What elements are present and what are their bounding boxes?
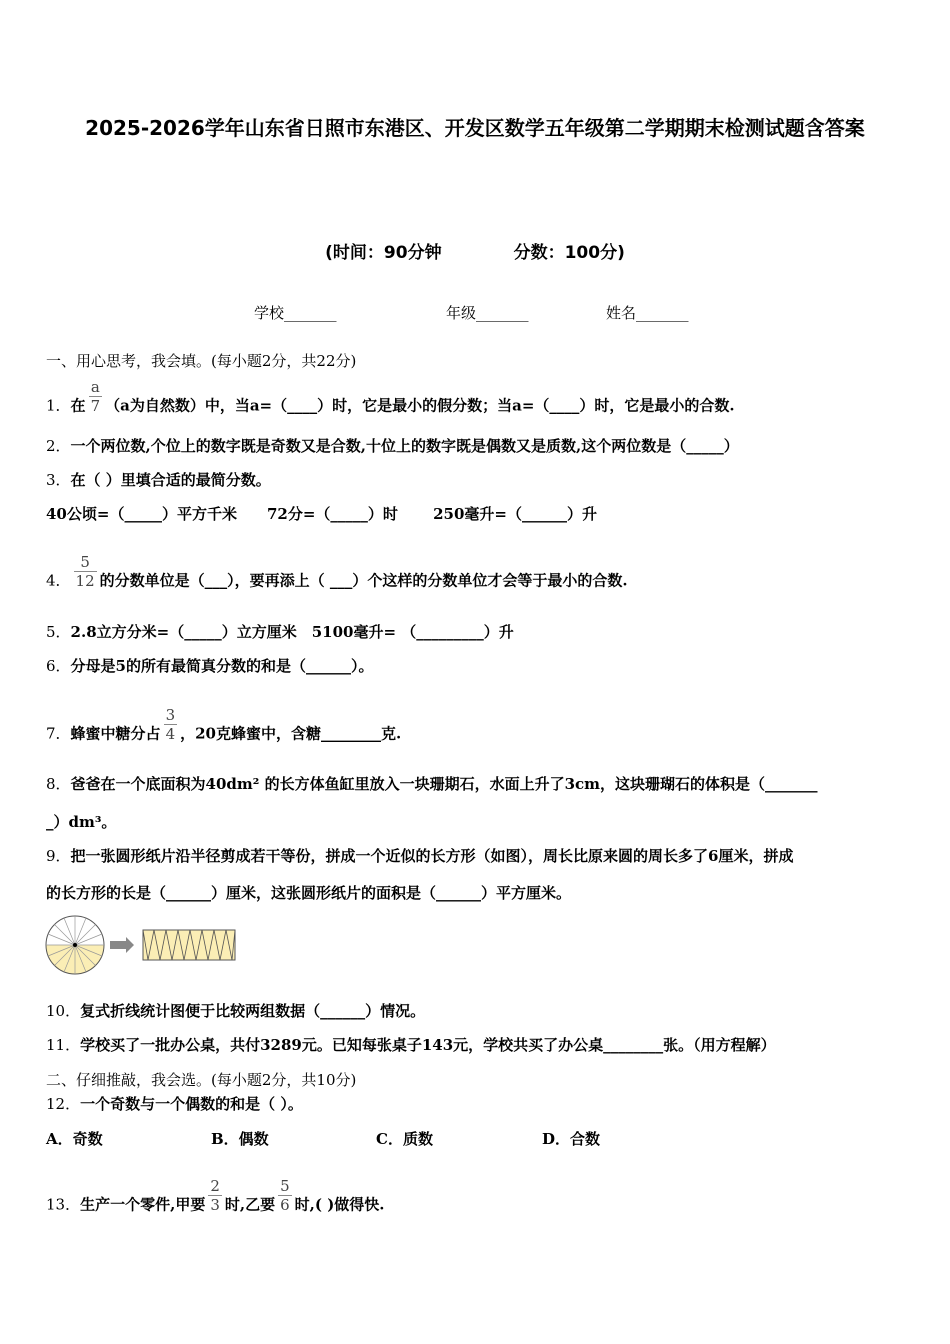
question-2: 2．一个两位数,个位上的数字既是奇数又是合数,十位上的数字既是偶数又是质数,这个两位数是（_____） [46,437,739,455]
question-9-cont: 的长方形的长是（______）厘米，这张圆形纸片的面积是（______）平方厘米。 [46,884,572,902]
option-d[interactable]: D．合数 [542,1130,601,1148]
option-c[interactable]: C．质数 [376,1130,433,1148]
option-a[interactable]: A．奇数 [46,1130,103,1148]
question-7: 7．蜂蜜中糖分占 $\frac{3}{4}$ ，20克蜂蜜中，含糖________克. [46,706,402,743]
question-3-items: 40公顷=（_____）平方千米 72分=（_____）时 250毫升=（______）升 [46,505,597,523]
exam-meta [0,238,950,263]
question-4: 4． $\frac{5}{12}$ 的分数单位是（___），要再添上（ ___）个这样的分数单位才会等于最小的合数. [46,553,628,590]
question-9: 9．把一张圆形纸片沿半径剪成若干等份，拼成一个近似的长方形（如图），周长比原来圆的周长多了6厘米，拼成 [46,847,794,865]
question-11: 11．学校买了一批办公桌，共付3289元。已知每张桌子143元，学校共买了办公桌________张。（用方程解） [46,1036,776,1054]
section-1-heading: 一、用心思考，我会填。(每小题2分，共22分) [46,352,357,370]
name-field: 姓名_______ [606,304,689,322]
question-10: 10．复式折线统计图便于比较两组数据（______）情况。 [46,1002,426,1020]
question-3: 3．在（ ）里填合适的最简分数。 [46,471,271,489]
circle-to-rectangle-figure [44,914,239,976]
school-field: 学校_______ [254,304,337,322]
option-b[interactable]: B．偶数 [211,1130,269,1148]
doc-title: 2025-2026学年山东省日照市东港区、开发区数学五年级第二学期期末检测试题含答案 [85,116,865,140]
grade-field: 年级_______ [446,304,529,322]
arrow-icon [110,937,134,953]
exam-score: 分数：100分) [513,243,625,263]
question-5: 5．2.8立方分米=（_____）立方厘米 5100毫升= （_________）升 [46,623,514,641]
question-1: 1．在 $\frac{a}{7}$ （a为自然数）中，当a=（____）时，它是最小的假分数；当a=（____）时，它是最小的合数. [46,378,735,415]
exam-time: (时间：90分钟 [325,243,442,263]
question-8-cont: _）dm³。 [46,813,117,831]
question-6: 6．分母是5的所有最简真分数的和是（______）。 [46,657,374,675]
question-13: 13．生产一个零件,甲要 $\frac{2}{3}$ 时,乙要 $\frac{5}{6}$ 时,( )做得快. [46,1177,385,1214]
question-8: 8．爸爸在一个底面积为40dm² 的长方体鱼缸里放入一块珊期石，水面上升了3cm，这块珊瑚石的体积是（_______ [46,775,818,793]
question-12: 12．一个奇数与一个偶数的和是（ ）。 [46,1095,303,1113]
section-2-heading: 二、仔细推敲，我会选。(每小题2分，共10分) [46,1071,357,1089]
